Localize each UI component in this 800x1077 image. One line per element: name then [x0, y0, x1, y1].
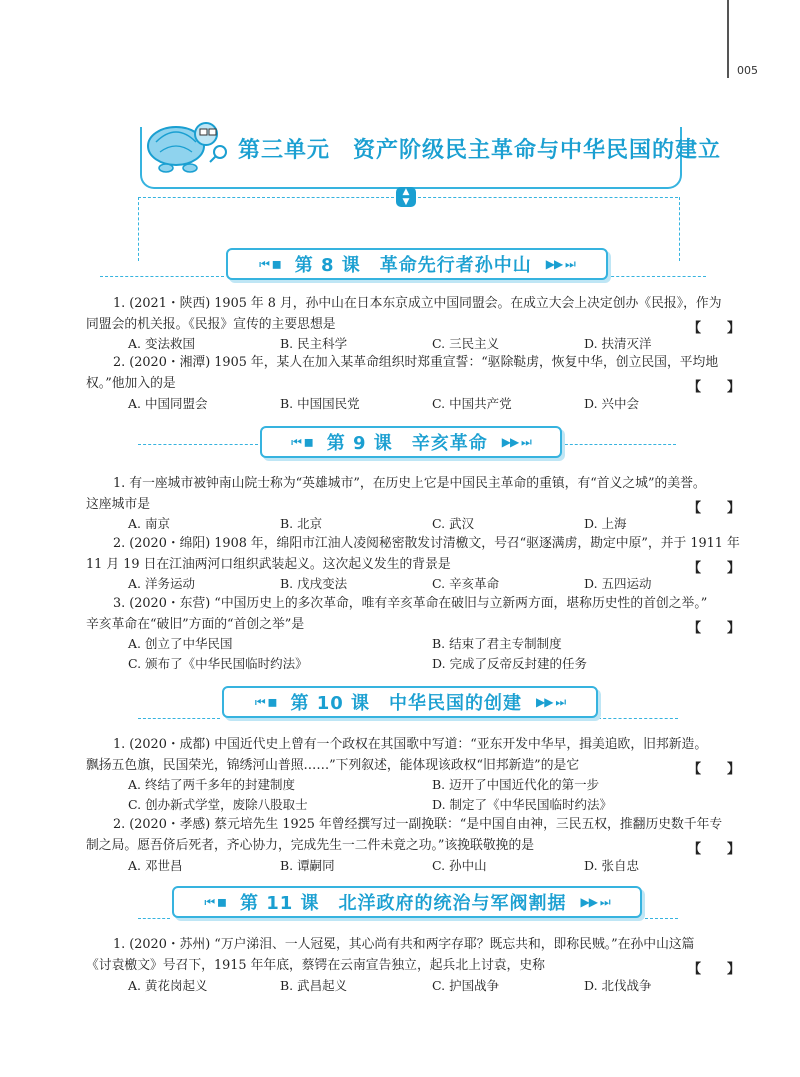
- option[interactable]: C. 三民主义: [432, 336, 500, 351]
- option[interactable]: B. 结束了君主专制制度: [432, 636, 562, 651]
- answer-bracket[interactable]: 【 】: [688, 762, 741, 777]
- option[interactable]: C. 颁布了《中华民国临时约法》: [128, 656, 308, 671]
- option[interactable]: D. 北伐战争: [584, 978, 652, 993]
- option[interactable]: B. 谭嗣同: [280, 858, 335, 873]
- dashed-divider: [138, 444, 258, 445]
- question-text: 权。”他加入的是: [86, 376, 176, 391]
- option[interactable]: D. 上海: [584, 516, 627, 531]
- skip-forward-icon: ▶▶ ⏭: [536, 694, 566, 709]
- question-text: 1. 有一座城市被钟南山院士称为“英雄城市”，在历史上它是中国民主革命的重镇，有“首义之城”的美誉。: [113, 476, 706, 491]
- skip-forward-icon: ▶▶ ⏭: [580, 894, 610, 909]
- option[interactable]: B. 武昌起义: [280, 978, 348, 993]
- option[interactable]: C. 辛亥革命: [432, 576, 500, 591]
- question-text: 制之局。愿吾侪后死者，齐心协力，完成先生一二件未竟之功。”该挽联敬挽的是: [86, 838, 535, 853]
- question-text: 2. (2020・绵阳) 1908 年，绵阳市江油人凌阅秘密散发讨清檄文，号召“驱逐满虏，勘定中原”，并于 1911 年: [113, 536, 740, 551]
- skip-back-icon: ⏮ ◼: [254, 694, 277, 709]
- option[interactable]: A. 南京: [128, 516, 170, 531]
- question-text: 同盟会的机关报。《民报》宣传的主要思想是: [86, 317, 336, 332]
- lesson-title: 第 10 课 中华民国的创建: [290, 693, 523, 714]
- lesson-8-header: [226, 248, 608, 280]
- option[interactable]: A. 黄花岗起义: [128, 978, 208, 993]
- answer-bracket[interactable]: 【 】: [688, 561, 741, 576]
- dashed-divider: [606, 276, 706, 277]
- answer-bracket[interactable]: 【 】: [688, 321, 741, 336]
- answer-bracket[interactable]: 【 】: [688, 842, 741, 857]
- lesson-11-header: [172, 886, 642, 918]
- option[interactable]: C. 孙中山: [432, 858, 487, 873]
- answer-bracket[interactable]: 【 】: [688, 501, 741, 516]
- dashed-divider: [138, 918, 170, 919]
- question-text: 这座城市是: [86, 497, 150, 512]
- lesson-10-header: [222, 686, 598, 718]
- option[interactable]: D. 扶清灭洋: [584, 336, 652, 351]
- option[interactable]: C. 中国共产党: [432, 396, 512, 411]
- question-text: 3. (2020・东营) “中国历史上的多次革命，唯有辛亥革命在破旧与立新两方面，堪称历史性的首创之举。”: [113, 596, 708, 611]
- lesson-9-header: [260, 426, 562, 458]
- dashed-divider: [138, 718, 220, 719]
- collapse-toggle-icon[interactable]: ▲ ▼: [396, 187, 416, 207]
- unit-title: 第三单元 资产阶级民主革命与中华民国的建立: [238, 138, 722, 163]
- dashed-divider: [100, 276, 224, 277]
- dashed-divider: [138, 197, 394, 198]
- option[interactable]: D. 制定了《中华民国临时约法》: [432, 797, 613, 812]
- question-text: 11 月 19 日在江油两河口组织武装起义。这次起义发生的背景是: [86, 557, 451, 572]
- answer-bracket[interactable]: 【 】: [688, 962, 741, 977]
- option[interactable]: C. 护国战争: [432, 978, 500, 993]
- page-edge-line: [727, 0, 729, 78]
- skip-forward-icon: ▶▶ ⏭: [501, 434, 531, 449]
- skip-back-icon: ⏮ ◼: [204, 894, 226, 909]
- option[interactable]: B. 中国国民党: [280, 396, 360, 411]
- skip-back-icon: ⏮ ◼: [259, 256, 281, 271]
- dashed-divider: [418, 197, 678, 198]
- option[interactable]: C. 武汉: [432, 516, 475, 531]
- question-text: 1. (2021・陕西) 1905 年 8 月，孙中山在日本东京成立中国同盟会。在成立大会上决定创办《民报》，作为: [113, 296, 722, 311]
- question-text: 2. (2020・孝感) 蔡元培先生 1925 年曾经撰写过一副挽联：“是中国自由神，三民五权，推翻历史数千年专: [113, 817, 723, 832]
- option[interactable]: B. 迈开了中国近代化的第一步: [432, 777, 600, 792]
- option[interactable]: B. 北京: [280, 516, 323, 531]
- option[interactable]: A. 中国同盟会: [128, 396, 208, 411]
- option[interactable]: D. 兴中会: [584, 396, 640, 411]
- answer-bracket[interactable]: 【 】: [688, 380, 741, 395]
- option[interactable]: A. 变法救国: [128, 336, 195, 351]
- option[interactable]: A. 终结了两千多年的封建制度: [128, 777, 295, 792]
- option[interactable]: D. 完成了反帝反封建的任务: [432, 656, 588, 671]
- option[interactable]: A. 洋务运动: [128, 576, 195, 591]
- option[interactable]: A. 创立了中华民国: [128, 636, 233, 651]
- question-text: 《讨袁檄文》号召下，1915 年年底，蔡锷在云南宣告独立，起兵北上讨袁，史称: [86, 958, 545, 973]
- option[interactable]: D. 张自忠: [584, 858, 640, 873]
- skip-forward-icon: ▶▶ ⏭: [545, 256, 575, 271]
- option[interactable]: C. 创办新式学堂，废除八股取士: [128, 797, 308, 812]
- dashed-divider: [640, 918, 678, 919]
- option[interactable]: B. 民主科学: [280, 336, 348, 351]
- answer-bracket[interactable]: 【 】: [688, 621, 741, 636]
- lesson-title: 第 9 课 辛亥革命: [326, 433, 488, 454]
- option[interactable]: D. 五四运动: [584, 576, 652, 591]
- question-text: 飘扬五色旗，民国荣光，锦绣河山普照……”下列叙述，能体现该政权“旧邦新造”的是它: [86, 758, 580, 773]
- question-text: 2. (2020・湘潭) 1905 年，某人在加入某革命组织时郑重宣誓：“驱除鞑虏，恢复中华，创立民国，平均地: [113, 355, 719, 370]
- option[interactable]: B. 戊戌变法: [280, 576, 348, 591]
- skip-back-icon: ⏮ ◼: [291, 434, 313, 449]
- lesson-title: 第 11 课 北洋政府的统治与军阀割据: [239, 893, 567, 914]
- dashed-divider: [560, 444, 676, 445]
- option[interactable]: A. 邓世昌: [128, 858, 183, 873]
- dashed-divider: [598, 718, 678, 719]
- question-text: 辛亥革命在“破旧”方面的“首创之举”是: [86, 617, 305, 632]
- turtle-mascot-icon: [136, 112, 228, 178]
- question-text: 1. (2020・苏州) “万户涕泪、一人冠冕，其心尚有共和两字存耶？既忘共和，即称民贼。”在孙中山这篇: [113, 937, 695, 952]
- lesson-title: 第 8 课 革命先行者孙中山: [294, 255, 532, 276]
- question-text: 1. (2020・成都) 中国近代史上曾有一个政权在其国歌中写道：“亚东开发中华早，揖美追欧，旧邦新造。: [113, 737, 708, 752]
- page-number: 005: [737, 64, 758, 77]
